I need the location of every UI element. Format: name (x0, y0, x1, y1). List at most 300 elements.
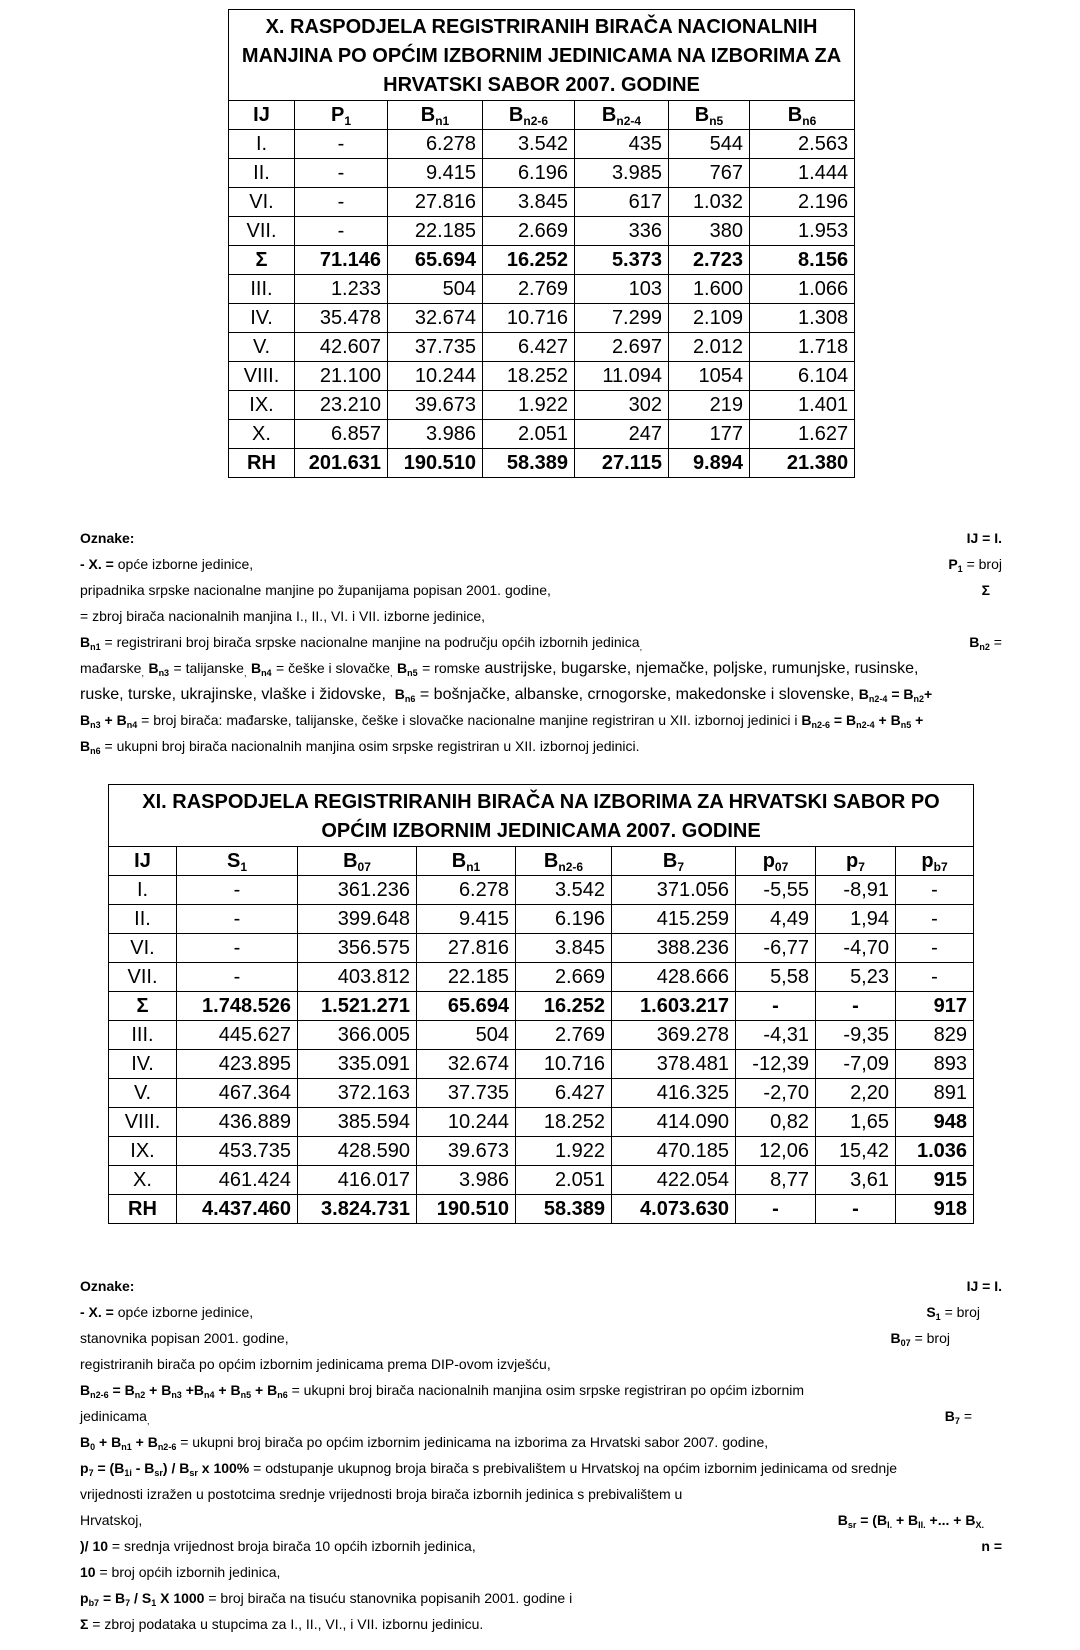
table-cell: 1.444 (750, 159, 855, 188)
column-header-subscript: 1 (240, 859, 248, 874)
note-bsr: $B_{sr} = (B_{I.} + B_{II.}$ +... + $B_{X.}$ (837, 1512, 984, 1530)
table-cell: 1.922 (516, 1137, 612, 1166)
row-label: RH (229, 449, 295, 478)
table-cell: 414.090 (612, 1108, 736, 1137)
table-cell: - (816, 1195, 896, 1224)
note-n: n = (981, 1538, 1002, 1554)
table-cell: 27.115 (575, 449, 669, 478)
column-header (816, 847, 896, 876)
row-label: V. (229, 333, 295, 362)
table-cell: 2.723 (669, 246, 750, 275)
column-header (295, 101, 388, 130)
column-header-subscript: n2-6 (523, 113, 549, 128)
note-sigma-text: = zbroj podataka u stupcima za I., II., VI., i VII. izbornu jedinicu. (92, 1616, 484, 1632)
column-header (575, 101, 669, 130)
table-cell: - (177, 934, 298, 963)
note-ten-text: = broj općih izbornih jedinica, (99, 1564, 281, 1580)
table-cell: 6.278 (388, 130, 483, 159)
table-cell: 2.669 (516, 963, 612, 992)
table-cell: 436.889 (177, 1108, 298, 1137)
note-s1-eq: = broj (944, 1304, 980, 1320)
table-x (228, 9, 855, 478)
table-cell: 336 (575, 217, 669, 246)
table-row (229, 304, 855, 333)
note-x-label: - X. = (80, 556, 114, 572)
note-bsr-text: = srednja vrijednost broja birača 10 općih izbornih jedinica, (111, 1538, 476, 1554)
column-header-label: B (662, 849, 678, 872)
table-cell: 18.252 (483, 362, 575, 391)
table-cell: 2.769 (483, 275, 575, 304)
table-cell: 385.594 (298, 1108, 417, 1137)
row-label: IX. (229, 391, 295, 420)
table-cell: 415.259 (612, 905, 736, 934)
table-cell: 617 (575, 188, 669, 217)
table-cell: 27.816 (388, 188, 483, 217)
table-row (109, 1108, 974, 1137)
table-cell: 9.894 (669, 449, 750, 478)
note-ten: 10 (80, 1564, 96, 1580)
table-cell: 1.748.526 (177, 992, 298, 1021)
row-label: VI. (109, 934, 177, 963)
row-label: III. (109, 1021, 177, 1050)
table-cell: 10.716 (516, 1050, 612, 1079)
table-cell: 6.427 (516, 1079, 612, 1108)
column-header-subscript: 7 (858, 859, 865, 874)
table-cell: 1.600 (669, 275, 750, 304)
table-row (229, 246, 855, 275)
table-cell: - (177, 905, 298, 934)
table-cell: -7,09 (816, 1050, 896, 1079)
row-label: X. (109, 1166, 177, 1195)
row-label: VIII. (229, 362, 295, 391)
table-cell: 5.373 (575, 246, 669, 275)
table-cell: 6.196 (516, 905, 612, 934)
column-header-label: B (694, 103, 710, 126)
table-cell: 71.146 (295, 246, 388, 275)
column-header-subscript: 1 (344, 113, 352, 128)
table-cell: 2,20 (816, 1079, 896, 1108)
table-cell: 2.109 (669, 304, 750, 333)
table-cell: 1.953 (750, 217, 855, 246)
note-b7-formula: $B_0 + B_{n1} + B_{n2-6}$ = ukupni broj birača po općim izbornim jedinicama na izborima za Hrvatski sabor 2007. godine, (80, 1434, 769, 1452)
table-cell: 103 (575, 275, 669, 304)
note-p7-text: = odstupanje ukupnog broja birača s prebivalištem u Hrvatskoj na općim izbornim jedinicama od srednje (253, 1460, 898, 1476)
note-bn1-text: = registrirani broj birača srpske nacionalne manjine na području općih izbornih jedinica (104, 634, 640, 650)
note-s1: $S_1$ = broj (926, 1304, 980, 1322)
column-header-subscript: n6 (802, 113, 817, 128)
table-cell: 8,77 (736, 1166, 816, 1195)
table-cell: 369.278 (612, 1021, 736, 1050)
note-bn6-text: = bošnjačke, albanske, crnogorske, makedonske i slovenske, (419, 686, 855, 703)
note-ij: IJ = I. (966, 530, 1002, 546)
table-cell: 3.845 (516, 934, 612, 963)
table-cell: 9.415 (417, 905, 516, 934)
note-p1: $P_1$ = broj (948, 556, 1002, 574)
column-header (177, 847, 298, 876)
note-x-text: opće izborne jedinice, (117, 1304, 254, 1320)
table-cell: 423.895 (177, 1050, 298, 1079)
table-cell: 371.056 (612, 876, 736, 905)
table-cell: 891 (896, 1079, 974, 1108)
notes-heading: Oznake: (80, 530, 135, 546)
table-row (229, 449, 855, 478)
table-cell: 37.735 (388, 333, 483, 362)
column-header-label: B (508, 103, 524, 126)
row-label: II. (229, 159, 295, 188)
table-cell: 366.005 (298, 1021, 417, 1050)
column-header-subscript: 7 (677, 859, 685, 874)
table-cell: 302 (575, 391, 669, 420)
table-x-title: X. RASPODJELA REGISTRIRANIH BIRAČA NACIONALNIH MANJINA PO OPĆIM IZBORNIM JEDINICAMA NA IZBORIMA ZA HRVATSKI SABOR 2007. GODINE (229, 10, 855, 101)
table-row (109, 905, 974, 934)
note-bn1: $B_{n1}$ = registrirani broj birača srpske nacionalne manjine na području općih izbornih jedinica$_,$ $B_{n2}$ = (80, 634, 1002, 652)
table-cell: 372.163 (298, 1079, 417, 1108)
column-header-label: B (343, 849, 358, 872)
table-cell: 767 (669, 159, 750, 188)
table-cell: 445.627 (177, 1021, 298, 1050)
table-cell: 380 (669, 217, 750, 246)
table-cell: 1,65 (816, 1108, 896, 1137)
table-cell: 1.032 (669, 188, 750, 217)
table-cell: 22.185 (417, 963, 516, 992)
table-cell: 2.669 (483, 217, 575, 246)
column-header (669, 101, 750, 130)
table-cell: 3.986 (388, 420, 483, 449)
table-cell: - (177, 876, 298, 905)
row-label: Σ (109, 992, 177, 1021)
table-cell: -8,91 (816, 876, 896, 905)
column-header-label: B (787, 103, 803, 126)
table-cell: 1.603.217 (612, 992, 736, 1021)
note-hrvatskoj: Hrvatskoj, (80, 1512, 143, 1528)
table-cell: 1,94 (816, 905, 896, 934)
table-cell: 201.631 (295, 449, 388, 478)
row-label: III. (229, 275, 295, 304)
column-header-subscript: 07 (357, 859, 371, 874)
column-header-subscript: n2-6 (558, 859, 584, 874)
column-header (736, 847, 816, 876)
table-cell: 416.017 (298, 1166, 417, 1195)
table-row (229, 217, 855, 246)
table-cell: - (736, 992, 816, 1021)
table-cell: -4,31 (736, 1021, 816, 1050)
column-header (109, 847, 177, 876)
row-label: VII. (109, 963, 177, 992)
column-header-label: P (330, 103, 345, 126)
table-cell: 4,49 (736, 905, 816, 934)
table-cell: 5,58 (736, 963, 816, 992)
column-header (229, 101, 295, 130)
table-cell: 435 (575, 130, 669, 159)
column-header (483, 101, 575, 130)
table-row (229, 130, 855, 159)
table-cell: 3.824.731 (298, 1195, 417, 1224)
table-cell: - (816, 992, 896, 1021)
table-cell: 39.673 (388, 391, 483, 420)
table-cell: 32.674 (417, 1050, 516, 1079)
table-cell: 361.236 (298, 876, 417, 905)
table-cell: - (896, 905, 974, 934)
table-cell: 58.389 (483, 449, 575, 478)
table-cell: 399.648 (298, 905, 417, 934)
table-cell: 504 (388, 275, 483, 304)
table-cell: 3.985 (575, 159, 669, 188)
table-row (229, 420, 855, 449)
row-label: VII. (229, 217, 295, 246)
column-header-subscript: n1 (466, 859, 481, 874)
table-row (109, 1079, 974, 1108)
note-line6: ruske, turske, ukrajinske, vlaške i židovske, (80, 686, 386, 703)
note-bn2-6-text: = ukupni broj birača nacionalnih manjina osim srpske registriran po općim izbornim (291, 1382, 805, 1398)
table-cell: 16.252 (516, 992, 612, 1021)
column-header-subscript: b7 (933, 859, 948, 874)
table-cell: 6.104 (750, 362, 855, 391)
column-header-subscript: n2-4 (616, 113, 642, 128)
table-cell: 3.542 (483, 130, 575, 159)
table-cell: 0,82 (736, 1108, 816, 1137)
note-p7: $p_7 = (B_{1i} - B_{sr}) / B_{sr}$ x 100% = odstupanje ukupnog broja birača s prebivalištem u Hrvatskoj na općim izbornim jedinicama od srednje (80, 1460, 898, 1478)
table-cell: - (295, 217, 388, 246)
table-cell: 1.521.271 (298, 992, 417, 1021)
table-cell: 388.236 (612, 934, 736, 963)
table-cell: 1.401 (750, 391, 855, 420)
table-cell: 21.380 (750, 449, 855, 478)
table-cell: -12,39 (736, 1050, 816, 1079)
table-row (109, 876, 974, 905)
column-header-label: B (543, 849, 559, 872)
column-header-label: IJ (134, 849, 151, 872)
table-row (109, 963, 974, 992)
notes-table-x (80, 525, 1002, 759)
table-cell: 18.252 (516, 1108, 612, 1137)
table-row (109, 1137, 974, 1166)
table-cell: 544 (669, 130, 750, 159)
row-label: I. (229, 130, 295, 159)
table-cell: 1.233 (295, 275, 388, 304)
table-cell: -9,35 (816, 1021, 896, 1050)
table-cell: 1.627 (750, 420, 855, 449)
table-cell: 15,42 (816, 1137, 896, 1166)
table-cell: 917 (896, 992, 974, 1021)
table-cell: 2.769 (516, 1021, 612, 1050)
table-cell: 10.244 (417, 1108, 516, 1137)
row-label: V. (109, 1079, 177, 1108)
table-row (229, 333, 855, 362)
table-cell: 35.478 (295, 304, 388, 333)
table-row (229, 362, 855, 391)
note-p1-text: pripadnika srpske nacionalne manjine po županijama popisan 2001. godine, (80, 582, 551, 598)
table-cell: 3.845 (483, 188, 575, 217)
table-cell: 422.054 (612, 1166, 736, 1195)
column-header (516, 847, 612, 876)
table-cell: 23.210 (295, 391, 388, 420)
table-cell: 58.389 (516, 1195, 612, 1224)
note-bn2-6: $B_{n2-6} = B_{n2} + B_{n3} +B_{n4} + B_{n5} + B_{n6}$ = ukupni broj birača nacionalnih manjina osim srpske registriran po općim izbornim (80, 1382, 805, 1400)
column-header-subscript: n5 (709, 113, 724, 128)
row-label: I. (109, 876, 177, 905)
table-row (109, 1050, 974, 1079)
note-sigma-text: = zbroj birača nacionalnih manjina I., II., VI. i VII. izborne jedinice, (80, 608, 486, 624)
note-b7-eq: = (963, 1408, 972, 1424)
table-cell: 39.673 (417, 1137, 516, 1166)
table-cell: 2.051 (516, 1166, 612, 1195)
table-cell: -4,70 (816, 934, 896, 963)
table-cell: 428.590 (298, 1137, 417, 1166)
table-cell: 219 (669, 391, 750, 420)
table-cell: 37.735 (417, 1079, 516, 1108)
table-cell: 1.922 (483, 391, 575, 420)
table-row (109, 1166, 974, 1195)
table-cell: 190.510 (417, 1195, 516, 1224)
row-label: IV. (229, 304, 295, 333)
table-cell: -6,77 (736, 934, 816, 963)
table-cell: 6.196 (483, 159, 575, 188)
table-row (229, 391, 855, 420)
note-bn3-text: = talijanske (173, 660, 244, 676)
note-bn6: ruske, turske, ukrajinske, vlaške i židovske, $B_{n6}$ = bošnjačke, albanske, crnogorske, makedonske i slovenske, $B_{n2-4} = B_{n2}+$ (80, 686, 933, 704)
table-cell: - (896, 963, 974, 992)
table-cell: 416.325 (612, 1079, 736, 1108)
note-b07-text: registriranih birača po općim izbornim jedinicama prema DIP-ovom izvješću, (80, 1356, 551, 1372)
note-jedinicama: jedinicama (80, 1408, 147, 1424)
row-label: II. (109, 905, 177, 934)
table-cell: 829 (896, 1021, 974, 1050)
table-cell: 3.986 (417, 1166, 516, 1195)
row-label: X. (229, 420, 295, 449)
table-cell: - (736, 1195, 816, 1224)
note-b07: $B_{07}$ = broj (890, 1330, 950, 1348)
table-row (109, 992, 974, 1021)
column-header-label: p (762, 849, 775, 872)
table-cell: 8.156 (750, 246, 855, 275)
table-x-header-row (229, 101, 855, 130)
row-label: IX. (109, 1137, 177, 1166)
table-cell: 6.857 (295, 420, 388, 449)
note-x-label: - X. = (80, 1304, 114, 1320)
table-cell: 335.091 (298, 1050, 417, 1079)
column-header (612, 847, 736, 876)
note-bn5-rest: austrijske, bugarske, njemačke, poljske, rumunjske, rusinske, (484, 660, 919, 677)
column-header-label: p (846, 849, 859, 872)
table-cell: 4.073.630 (612, 1195, 736, 1224)
note-b07-eq: = broj (914, 1330, 950, 1346)
column-header-subscript: n1 (435, 113, 450, 128)
table-row (109, 1021, 974, 1050)
table-cell: - (177, 963, 298, 992)
table-cell: 247 (575, 420, 669, 449)
column-header (896, 847, 974, 876)
table-cell: 2.012 (669, 333, 750, 362)
note-vrijednosti: vrijednosti izražen u postotcima srednje vrijednosti broja birača izbornih jedinica s prebivalištem u (80, 1486, 683, 1502)
table-cell: 16.252 (483, 246, 575, 275)
table-cell: 893 (896, 1050, 974, 1079)
note-bn5-text: = romske (422, 660, 481, 676)
column-header (298, 847, 417, 876)
table-cell: 4.437.460 (177, 1195, 298, 1224)
note-bn6-total-text: = ukupni broj birača nacionalnih manjina osim srpske registriran u XII. izbornoj jedinici. (104, 738, 640, 754)
table-cell: 6.278 (417, 876, 516, 905)
table-cell: - (896, 876, 974, 905)
table-xi (108, 784, 974, 1224)
table-cell: - (295, 159, 388, 188)
table-cell: 1054 (669, 362, 750, 391)
note-sigma: Σ = zbroj podataka u stupcima za I., II., VI., i VII. izbornu jedinicu. (80, 1616, 484, 1632)
note-bn2-bn5: mađarske$_,$ $B_{n3}$ = talijanske$_,$ $B_{n4}$ = češke i slovačke$_,$ $B_{n5}$ = romske austrijske, bugarske, njemačke, poljske, rumunjske, rusinske, (80, 660, 919, 678)
table-cell: 177 (669, 420, 750, 449)
table-cell: 7.299 (575, 304, 669, 333)
note-b7-text: = ukupni broj birača po općim izbornim jedinicama na izborima za Hrvatski sabor 2007. godine, (180, 1434, 769, 1450)
note-s1-text: stanovnika popisan 2001. godine, (80, 1330, 289, 1346)
note-pb7: $p_{b7} = B_7 / S_1$ X 1000 = broj birača na tisuću stanovnika popisanih 2001. godine i (80, 1590, 573, 1608)
table-cell: 1.718 (750, 333, 855, 362)
column-header-label: p (921, 849, 934, 872)
column-header (388, 101, 483, 130)
table-cell: 948 (896, 1108, 974, 1137)
table-cell: 453.735 (177, 1137, 298, 1166)
table-cell: 428.666 (612, 963, 736, 992)
table-row (229, 188, 855, 217)
table-cell: 504 (417, 1021, 516, 1050)
column-header-label: B (451, 849, 467, 872)
table-cell: 10.244 (388, 362, 483, 391)
notes-table-xi: Oznake: IJ = I. - X. = opće izborne jedinice, $S_1$ = broj stanovnika popisan 2001. godine, $B_{07}$ = broj registriranih birača po općim izbornim jedinicama prema DIP-ovom izvješću, $B_{n2-6} = B_{n2} + B_{n3} +B_{n4} + B_{n5} + B_{n6}$ = ukupni broj birača nacionalnih manjina osim srpske registriran po općim izbornim jedinicama$_,$ $B_7$ = $B_0 + B_{n1} + B_{n2-6}$ = ukupni broj birača po općim izbornim jedinicama na izborima za Hrvatski sabor 2007. godine, $p_7 = (B_{1i} - B_{sr}) / B_{sr}$ x 100% = odstupanje ukupnog broja birača s prebivalištem u Hrvatskoj na općim izbornim jedinicama od srednje vrijednosti izražen u postotcima srednje vrijednosti broja birača izbornih jedinica s prebivalištem u Hrvatskoj, $B_{sr} = (B_{I.} + B_{II.}$ +... + $B_{X.}$ )/ 10 = srednja vrijednost broja birača 10 općih izbornih jedinica, n = 10 = broj općih izbornih jedinica, $p_{b7} = B_7 / S_1$ X 1000 = broj birača na tisuću stanovnika popisanih 2001. godine i Σ = zbroj podataka u stupcima za I., II., VI., i VII. izbornu jedinicu. (80, 1273, 1002, 1637)
table-cell: 6.427 (483, 333, 575, 362)
table-xi-title: XI. RASPODJELA REGISTRIRANIH BIRAČA NA IZBORIMA ZA HRVATSKI SABOR PO OPĆIM IZBORNIM JEDINICAMA 2007. GODINE (109, 785, 974, 847)
table-cell: 42.607 (295, 333, 388, 362)
table-cell: 190.510 (388, 449, 483, 478)
table-cell: - (896, 934, 974, 963)
table-cell: 65.694 (417, 992, 516, 1021)
table-cell: 461.424 (177, 1166, 298, 1195)
table-row (229, 275, 855, 304)
column-header (417, 847, 516, 876)
table-cell: - (295, 130, 388, 159)
table-row (229, 159, 855, 188)
table-xi-header-row (109, 847, 974, 876)
notes-heading: Oznake: (80, 1278, 135, 1294)
table-cell: 3.542 (516, 876, 612, 905)
table-cell: 356.575 (298, 934, 417, 963)
table-cell: 1.066 (750, 275, 855, 304)
table-cell: 27.816 (417, 934, 516, 963)
table-cell: 3,61 (816, 1166, 896, 1195)
note-bn2-text: mađarske (80, 660, 142, 676)
table-row (109, 934, 974, 963)
table-cell: 2.051 (483, 420, 575, 449)
table-row (109, 1195, 974, 1224)
note-sigma: Σ (981, 582, 990, 598)
table-cell: 2.697 (575, 333, 669, 362)
note-bn4-text: = češke i slovačke (276, 660, 391, 676)
row-label: RH (109, 1195, 177, 1224)
table-cell: 9.415 (388, 159, 483, 188)
column-header-label: B (420, 103, 436, 126)
table-cell: 1.036 (896, 1137, 974, 1166)
table-cell: 10.716 (483, 304, 575, 333)
note-bn6-total: $B_{n6}$ = ukupni broj birača nacionalnih manjina osim srpske registriran u XII. izbornoj jedinici. (80, 738, 640, 756)
table-cell: 12,06 (736, 1137, 816, 1166)
table-cell: 467.364 (177, 1079, 298, 1108)
table-cell: 470.185 (612, 1137, 736, 1166)
table-cell: 403.812 (298, 963, 417, 992)
note-x-text: opće izborne jedinice, (117, 556, 254, 572)
row-label: VI. (229, 188, 295, 217)
column-header-label: B (601, 103, 617, 126)
table-cell: 65.694 (388, 246, 483, 275)
table-cell: -2,70 (736, 1079, 816, 1108)
table-cell: 22.185 (388, 217, 483, 246)
table-cell: 32.674 (388, 304, 483, 333)
